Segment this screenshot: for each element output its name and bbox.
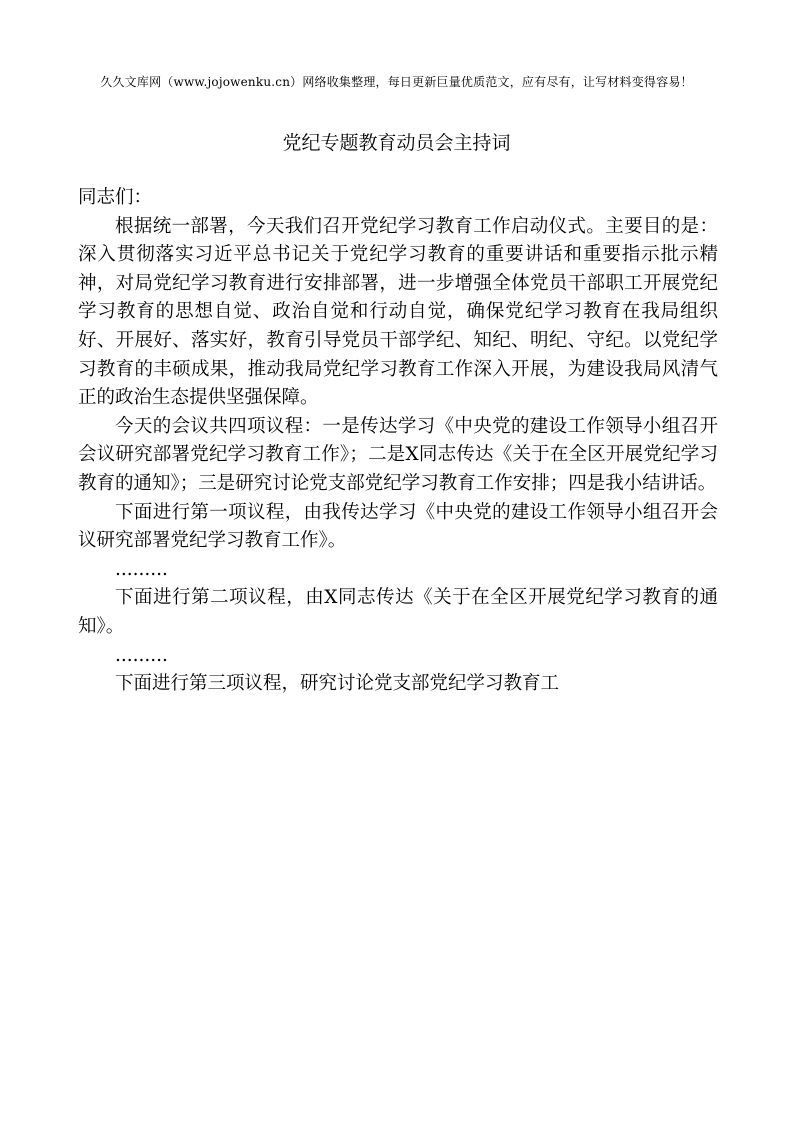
paragraph-agenda-item-3: 下面进行第三项议程，研究讨论党支部党纪学习教育工 — [115, 673, 560, 695]
paragraph-agenda-item-1: 下面进行第一项议程，由我传达学习《中央党的建设工作领导小组召开会议研究部署党纪学习教育工作》。 — [78, 501, 718, 552]
document-title: 党纪专题教育动员会主持词 — [282, 132, 511, 154]
header-note: 久久文库网（www.jojowenku.cn）网络收集整理，每日更新巨量优质范文，应有尽有，让写材料变得容易！ — [100, 75, 693, 89]
paragraph-ellipsis-2: ......... — [115, 644, 168, 666]
salutation: 同志们： — [78, 187, 153, 208]
paragraph-agenda-item-2: 下面进行第二项议程，由X同志传达《关于在全区开展党纪学习教育的通知》。 — [78, 587, 718, 637]
paragraph-agenda: 今天的会议共四项议程：一是传达学习《中央党的建设工作领导小组召开会议研究部署党纪学习教育工作》；二是X同志传达《关于在全区开展党纪学习教育的通知》；三是研究讨论党支部党纪学习教育工作安排；四是我小结讲话。 — [78, 415, 718, 494]
document-body — [78, 184, 718, 699]
paragraph-purpose: 根据统一部署，今天我们召开党纪学习教育工作启动仪式。主要目的是：深入贯彻落实习近平总书记关于党纪学习教育的重要讲话和重要指示批示精神，对局党纪学习教育进行安排部署，进一步增强全体党员干部职工开展党纪学习教育的思想自觉、政治自觉和行动自觉，确保党纪学习教育在我局组织好、开展好、落实好，教育引导党员干部学纪、知纪、明纪、守纪。以党纪学习教育的丰硕成果，推动我局党纪学习教育工作深入开展，为建设我局风清气正的政治生态提供坚强保障。 — [78, 215, 718, 409]
paragraph-ellipsis-1: ......... — [115, 558, 168, 580]
